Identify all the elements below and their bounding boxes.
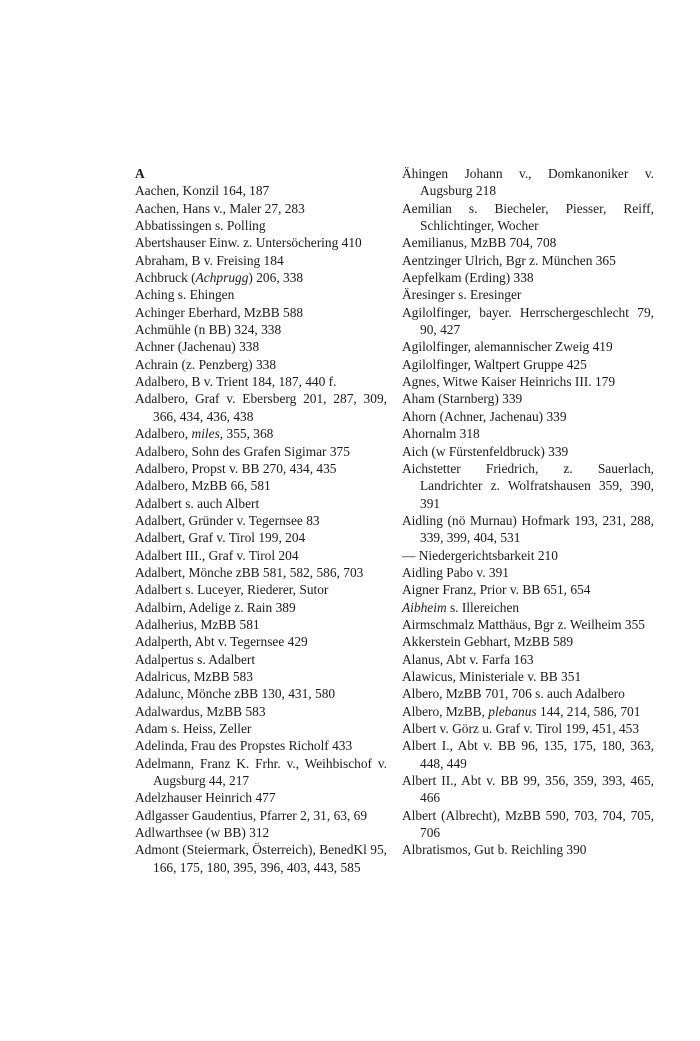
index-entry: Albert (Albrecht), MzBB 590, 703, 704, 705, 706 — [402, 807, 654, 841]
index-entry: Adalbero, MzBB 66, 581 — [135, 478, 271, 494]
index-entry: Adalbero, B v. Trient 184, 187, 440 f. — [135, 374, 337, 390]
index-entry: Adelmann, Franz K. Frhr. v., Weihbischof v. Augsburg 44, 217 — [135, 755, 387, 789]
index-letter-heading: A — [135, 166, 145, 181]
entry-text: , 355, 368 — [219, 426, 274, 442]
index-entry: Adalbero, Graf v. Ebersberg 201, 287, 309, 366, 434, 436, 438 — [135, 391, 387, 424]
index-entry: Albert v. Görz u. Graf v. Tirol 199, 451, 453 — [402, 721, 640, 736]
index-entry: Albert I., Abt v. BB 96, 135, 175, 180, 363, 448, 449 — [402, 738, 654, 771]
index-entry: Agilolfinger, Waltpert Gruppe 425 — [402, 356, 587, 372]
index-entry: Adalbert, Gründer v. Tegernsee 83 — [135, 512, 320, 528]
index-entry: Adlgasser Gaudentius, Pfarrer 2, 31, 63, 69 — [135, 807, 368, 823]
index-entry: Albert II., Abt v. BB 99, 356, 359, 393, 465, 466 — [402, 773, 654, 806]
index-entry: Alawicus, Ministeriale v. BB 351 — [402, 668, 582, 684]
index-entry: Ahorn (Achner, Jachenau) 339 — [402, 408, 567, 424]
index-left-column — [135, 165, 387, 876]
index-entry: Adalbero, Sohn des Grafen Sigimar 375 — [135, 443, 350, 459]
index-entry: Ähingen Johann v., Domkanoniker v. Augsburg 218 — [402, 166, 654, 199]
index-entry: Adelzhauser Heinrich 477 — [135, 790, 276, 806]
index-entry: Adalunc, Mönche zBB 130, 431, 580 — [135, 686, 336, 702]
entry-text: 144, 214, 586, 701 — [536, 703, 641, 719]
index-entry: Adalbert, Mönche zBB 581, 582, 586, 703 — [135, 564, 364, 580]
entry-text: s. Illereichen — [446, 599, 520, 615]
index-entry: Achrain (z. Penzberg) 338 — [135, 356, 277, 372]
index-entry — [135, 425, 387, 442]
index-entry: Adalperth, Abt v. Tegernsee 429 — [135, 634, 308, 650]
index-entry: Abraham, B v. Freising 184 — [135, 252, 284, 268]
index-entry: Aentzinger Ulrich, Bgr z. München 365 — [402, 252, 616, 268]
index-entry: Aepfelkam (Erding) 338 — [402, 270, 534, 286]
index-entry: Agilolfinger, bayer. Herrschergeschlecht 79, 90, 427 — [402, 304, 654, 338]
index-entry: Agilolfinger, alemannischer Zweig 419 — [402, 339, 613, 355]
index-entry: Aemilianus, MzBB 704, 708 — [402, 235, 557, 251]
index-entry: Adalherius, MzBB 581 — [135, 616, 260, 632]
index-entry: Aidling Pabo v. 391 — [402, 564, 510, 580]
index-entry — [135, 269, 387, 286]
index-entry: Adalwardus, MzBB 583 — [135, 703, 266, 719]
entry-italic-text: plebanus — [488, 703, 537, 719]
index-entry: Adelinda, Frau des Propstes Richolf 433 — [135, 738, 353, 754]
index-entry: Adalbert, Graf v. Tirol 199, 204 — [135, 530, 306, 546]
index-entry: Adalbert s. Luceyer, Riederer, Sutor — [135, 582, 329, 598]
index-entry: Aigner Franz, Prior v. BB 651, 654 — [402, 582, 591, 598]
index-entry: Akkerstein Gebhart, MzBB 589 — [402, 634, 574, 650]
index-entry: Ahornalm 318 — [402, 426, 480, 442]
index-entry: Abbatissingen s. Polling — [135, 218, 266, 234]
index-entry: Achmühle (n BB) 324, 338 — [135, 322, 282, 338]
index-right-column — [402, 165, 654, 859]
index-entry: Abertshauser Einw. z. Untersöchering 410 — [135, 235, 362, 251]
index-entry: Achner (Jachenau) 338 — [135, 339, 260, 355]
index-entry: Albratismos, Gut b. Reichling 390 — [402, 842, 587, 858]
index-entry: Äresinger s. Eresinger — [402, 287, 522, 303]
index-entry: Airmschmalz Matthäus, Bgr z. Weilheim 355 — [402, 616, 646, 632]
index-entry: Aham (Starnberg) 339 — [402, 391, 523, 407]
index-entry: Aachen, Hans v., Maler 27, 283 — [135, 200, 305, 216]
index-entry — [402, 703, 654, 720]
index-entry: Admont (Steiermark, Österreich), BenedKl 95, 166, 175, 180, 395, 396, 403, 443, 585 — [135, 842, 387, 875]
entry-text: Achbruck ( — [135, 270, 196, 286]
index-entry: Adalbero, Propst v. BB 270, 434, 435 — [135, 460, 337, 476]
index-entry: Adam s. Heiss, Zeller — [135, 721, 252, 736]
index-entry — [402, 599, 654, 616]
index-entry: Aachen, Konzil 164, 187 — [135, 183, 270, 199]
index-entry: Albero, MzBB 701, 706 s. auch Adalbero — [402, 686, 625, 702]
index-entry: — Niedergerichtsbarkeit 210 — [402, 547, 558, 563]
index-entry: Adalpertus s. Adalbert — [135, 651, 256, 667]
index-entry: Aidling (nö Murnau) Hofmark 193, 231, 288, 339, 399, 404, 531 — [402, 512, 654, 546]
index-entry: Agnes, Witwe Kaiser Heinrichs III. 179 — [402, 374, 616, 390]
entry-text: ) 206, 338 — [248, 270, 304, 286]
entry-text: Adalbero, — [135, 426, 192, 442]
index-entry: Alanus, Abt v. Farfa 163 — [402, 651, 534, 667]
index-entry: Achinger Eberhard, MzBB 588 — [135, 304, 304, 320]
index-entry: Adalbert III., Graf v. Tirol 204 — [135, 547, 299, 563]
index-entry: Adalricus, MzBB 583 — [135, 668, 253, 684]
entry-italic-text: miles — [191, 426, 220, 442]
index-entry: Aichstetter Friedrich, z. Sauerlach, Landrichter z. Wolfratshausen 359, 390, 391 — [402, 460, 654, 511]
index-entry: Aich (w Fürstenfeldbruck) 339 — [402, 443, 569, 459]
index-entry: Adalbirn, Adelige z. Rain 389 — [135, 599, 296, 615]
entry-text: Albero, MzBB, — [402, 703, 489, 719]
entry-italic-text: Achprugg — [195, 270, 249, 286]
index-entry: Adlwarthsee (w BB) 312 — [135, 825, 270, 841]
index-entry: Aching s. Ehingen — [135, 287, 235, 303]
index-entry: Aemilian s. Biecheler, Piesser, Reiff, Schlichtinger, Wocher — [402, 200, 654, 234]
index-entry: Adalbert s. auch Albert — [135, 495, 260, 511]
entry-italic-text: Aibheim — [402, 599, 447, 615]
